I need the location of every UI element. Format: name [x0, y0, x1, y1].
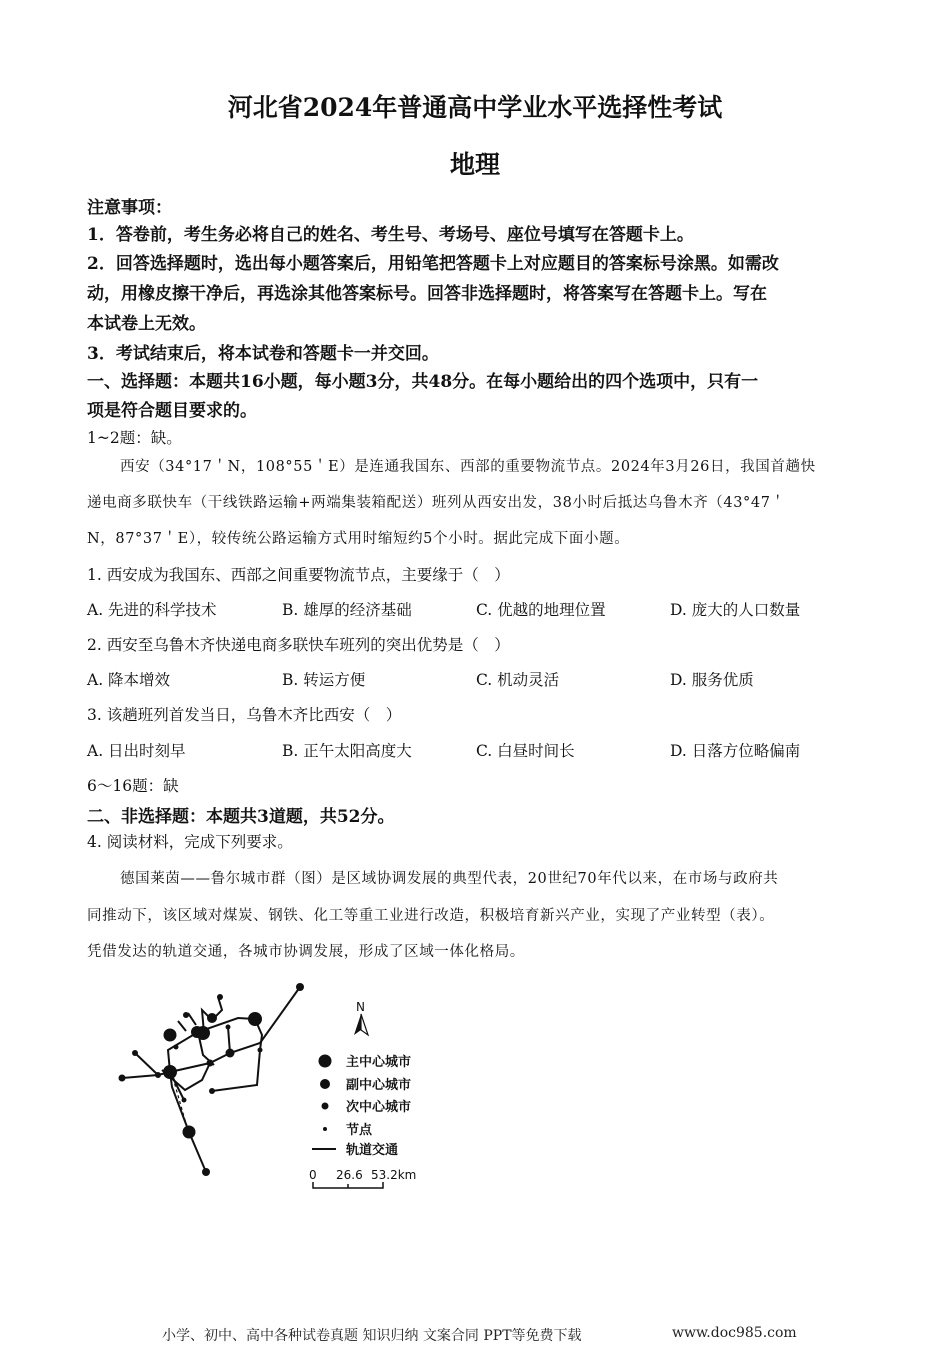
- legend-main-center-label: 主中心城市: [346, 1055, 412, 1070]
- node: [217, 994, 223, 1000]
- question-1-option-c: C. 优越的地理位置: [476, 601, 606, 619]
- legend-main-center-icon: [319, 1055, 332, 1068]
- question-1-option-b: B. 雄厚的经济基础: [282, 601, 412, 619]
- sub-center-city: [226, 1049, 235, 1058]
- sub-center-city: [207, 1013, 217, 1023]
- notice-item-2-line-3: 本试卷上无效。: [87, 314, 206, 334]
- scale-bar: [309, 1168, 416, 1188]
- legend-secondary-city-icon: [322, 1103, 329, 1110]
- subject-title: 地理: [449, 150, 500, 179]
- section1-heading-line-1: 一、选择题：本题共16小题，每小题3分，共48分。在每小题给出的四个选项中，只有一: [87, 372, 759, 392]
- question-3-option-b: B. 正午太阳高度大: [282, 742, 412, 760]
- city-markers: [119, 983, 305, 1176]
- question-2-option-a: A. 降本增效: [87, 671, 171, 689]
- secondary-city: [207, 1060, 214, 1067]
- scale-label-0: 0: [309, 1168, 317, 1182]
- node: [132, 1050, 138, 1056]
- footer-link[interactable]: www.doc985.com: [672, 1325, 797, 1341]
- legend-sub-center-label: 副中心城市: [346, 1078, 412, 1093]
- rhine-ruhr-map: [110, 975, 440, 1190]
- question-1-option-d: D. 庞大的人口数量: [670, 601, 801, 619]
- legend-secondary-city-label: 次中心城市: [346, 1100, 412, 1115]
- node: [183, 1012, 189, 1018]
- secondary-city: [119, 1075, 126, 1082]
- question-3-option-a: A. 日出时刻早: [87, 742, 186, 760]
- node: [258, 1048, 263, 1053]
- node: [174, 1045, 179, 1050]
- question-4-stem: 4. 阅读材料，完成下列要求。: [87, 833, 293, 851]
- notice-heading: 注意事项：: [87, 198, 172, 218]
- main-center-city: [191, 1026, 203, 1038]
- north-label: N: [356, 1000, 365, 1014]
- notice-item-2-line-1: 2．回答选择题时，选出每小题答案后，用铅笔把答题卡上对应题目的答案标号涂黑。如需改: [87, 254, 779, 274]
- notice-item-1: 1．答卷前，考生务必将自己的姓名、考生号、考场号、座位号填写在答题卡上。: [87, 225, 694, 245]
- legend-node-icon: [323, 1127, 327, 1131]
- node: [182, 1098, 187, 1103]
- secondary-city: [202, 1168, 210, 1176]
- main-center-city: [164, 1029, 177, 1042]
- main-center-city: [183, 1126, 196, 1139]
- question-3-option-d: D. 日落方位略偏南: [670, 742, 801, 760]
- question-2-option-c: C. 机动灵活: [476, 671, 560, 689]
- question-2-stem: 2. 西安至乌鲁木齐快递电商多联快车班列的突出优势是（ ）: [87, 636, 510, 654]
- map-legend: [312, 1054, 411, 1158]
- notice-item-2-line-2: 动，用橡皮擦干净后，再选涂其他答案标号。回答非选择题时，将答案写在答题卡上。写在: [87, 284, 767, 304]
- question-1-stem: 1. 西安成为我国东、西部之间重要物流节点，主要缘于（ ）: [87, 566, 510, 584]
- passage-xian-line-3: N，87°37＇E），较传统公路运输方式用时缩短约5个小时。据此完成下面小题。: [87, 531, 630, 547]
- passage-xian-line-2: 递电商多联快车（干线铁路运输+两端集装箱配送）班列从西安出发，38小时后抵达乌鲁木齐（43°47＇: [87, 495, 786, 511]
- node: [226, 1025, 231, 1030]
- missing-questions-note-2: 6～16题：缺: [87, 777, 179, 795]
- question-3-option-c: C. 白昼时间长: [476, 742, 575, 760]
- footer-text: 小学、初中、高中各种试卷真题 知识归纳 文案合同 PPT等免费下载: [162, 1328, 582, 1344]
- north-arrow-icon: [354, 1000, 368, 1035]
- question-2-option-b: B. 转运方便: [282, 671, 366, 689]
- notice-item-3: 3．考试结束后，将本试卷和答题卡一并交回。: [87, 344, 439, 364]
- node: [155, 1072, 161, 1078]
- secondary-city: [296, 983, 304, 991]
- question-2-option-d: D. 服务优质: [670, 671, 754, 689]
- legend-node-label: 节点: [346, 1123, 373, 1138]
- main-center-city: [163, 1065, 177, 1079]
- exam-title: 河北省2024年普通高中学业水平选择性考试: [227, 93, 723, 122]
- question-1-option-a: A. 先进的科学技术: [87, 601, 217, 619]
- node: [209, 1088, 215, 1094]
- scale-label-max: 53.2km: [371, 1168, 417, 1182]
- missing-questions-note: 1~2题：缺。: [87, 429, 182, 447]
- passage-ruhr-line-2: 同推动下，该区域对煤炭、钢铁、化工等重工业进行改造，积极培育新兴产业，实现了产业转型（表）。: [87, 908, 775, 924]
- main-center-city: [248, 1012, 262, 1026]
- section1-heading-line-2: 项是符合题目要求的。: [87, 401, 257, 421]
- passage-ruhr-line-1: 德国莱茵——鲁尔城市群（图）是区域协调发展的典型代表，20世纪70年代以来，在市场与政府共: [120, 871, 779, 887]
- passage-ruhr-line-3: 凭借发达的轨道交通，各城市协调发展，形成了区域一体化格局。: [87, 944, 525, 960]
- section2-heading: 二、非选择题：本题共3道题，共52分。: [87, 807, 395, 827]
- scale-label-mid: 26.6: [336, 1168, 363, 1182]
- legend-rail-label: 轨道交通: [346, 1143, 399, 1158]
- passage-xian-line-1: 西安（34°17＇N，108°55＇E）是连通我国东、西部的重要物流节点。2024年3月26日，我国首趟快: [120, 459, 816, 475]
- question-3-stem: 3. 该趟班列首发当日，乌鲁木齐比西安（ ）: [87, 706, 402, 724]
- legend-sub-center-icon: [320, 1079, 330, 1089]
